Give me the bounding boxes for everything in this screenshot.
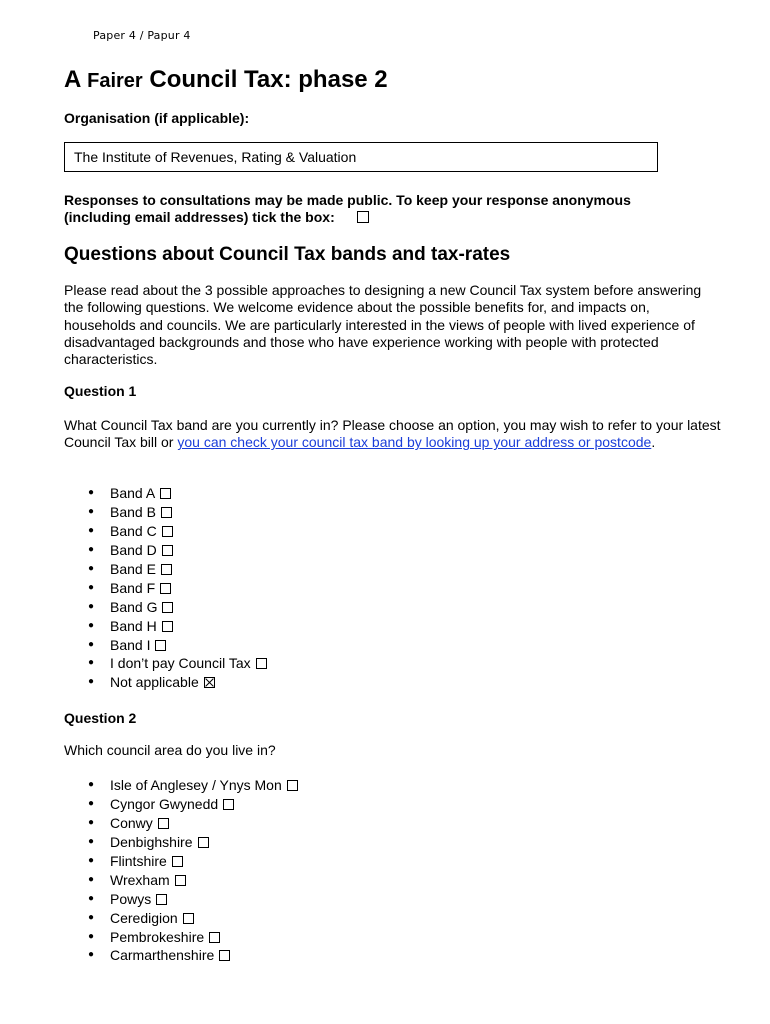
council-tax-band-lookup-link[interactable]: you can check your council tax band by looking up your address or postcode [177,434,652,451]
bullet-icon: ● [88,949,95,961]
council-area-option-checkbox[interactable] [156,894,167,905]
section-intro: Please read about the 3 possible approaches to designing a new Council Tax system before answering the following questions. We welcome evidence about the possible benefits for, and impacts on, households and councils. We are particularly interested in the views of people with lived experience of disadvantaged backgrounds and those who have experience working with people with protected characteristics. [64,282,702,368]
anonymity-checkbox[interactable] [357,211,369,223]
council-area-option [82,890,298,909]
council-area-option-checkbox[interactable] [183,913,194,924]
council-tax-band-option-checkbox[interactable] [155,640,166,651]
bullet-icon: ● [88,892,95,904]
council-tax-band-option [82,560,267,579]
page-title [64,64,388,97]
bullet-icon: ● [88,657,95,669]
council-area-option-label: Powys [110,890,152,907]
council-tax-band-option-label: Band E [110,560,156,577]
bullet-icon: ● [88,524,95,536]
title-part-a: A [64,66,88,93]
council-area-option [82,814,298,833]
council-tax-band-option-label: Band D [110,541,157,558]
council-area-option-label: Carmarthenshire [110,947,215,964]
anonymity-text-line1: Responses to consultations may be made public. To keep your response anonymous [64,192,631,208]
bullet-icon: ● [88,487,95,498]
bullet-icon: ● [88,600,95,612]
bullet-icon: ● [88,638,95,650]
council-area-option-checkbox[interactable] [158,818,169,829]
council-tax-band-option [82,503,267,522]
council-tax-band-option-checkbox[interactable] [161,507,172,518]
council-area-option [82,871,298,890]
council-tax-band-option-checkbox[interactable] [162,545,173,556]
question-1-options [82,484,267,692]
council-area-option [82,852,298,871]
council-tax-band-option-checkbox[interactable] [161,564,172,575]
bullet-icon: ● [88,854,95,866]
bullet-icon: ● [88,581,95,593]
council-tax-band-option-checkbox[interactable] [160,583,171,594]
question-2-text: Which council area do you live in? [64,742,276,758]
council-area-option-label: Conwy [110,814,153,831]
council-area-option-checkbox[interactable] [198,837,209,848]
bullet-icon: ● [88,562,95,574]
council-tax-band-option-label: Band I [110,636,151,653]
bullet-icon: ● [88,816,95,828]
question-2-options [82,776,298,965]
council-tax-band-option [82,673,267,692]
title-part-fairer: Fairer [87,70,143,92]
council-area-option-label: Isle of Anglesey / Ynys Mon [110,777,282,793]
question-2-label: Question 2 [64,710,137,726]
council-tax-band-option-label: Not applicable [110,674,199,691]
section-heading: Questions about Council Tax bands and tax-rates [64,244,511,265]
council-area-option-label: Cyngor Gwynedd [110,795,219,812]
council-tax-band-option-label: Band G [110,598,158,615]
council-area-option [82,776,298,795]
council-tax-band-option-checkbox[interactable] [256,658,267,669]
council-area-option-label: Denbighshire [110,833,193,850]
council-tax-band-option [82,654,267,673]
bullet-icon: ● [88,505,95,517]
anonymity-text-line2: (including email addresses) tick the box: [64,209,335,225]
council-area-option-checkbox[interactable] [287,780,298,791]
council-area-option-label: Pembrokeshire [110,928,205,945]
council-tax-band-option-label: I don’t pay Council Tax [110,655,251,672]
council-tax-band-option-label: Band F [110,579,156,596]
paper-label: Paper 4 / Papur 4 [93,29,191,42]
bullet-icon: ● [88,543,95,555]
council-tax-band-option [82,579,267,598]
council-area-option-checkbox[interactable] [223,799,234,810]
council-area-option [82,833,298,852]
council-area-option-checkbox[interactable] [175,875,186,886]
organisation-label: Organisation (if applicable): [64,110,250,126]
question-1-prompt-end: . [651,434,656,451]
council-area-option-checkbox[interactable] [172,856,183,867]
title-part-rest: Council Tax: phase 2 [142,66,388,93]
bullet-icon: ● [88,797,95,809]
council-tax-band-option-checkbox[interactable] [204,677,215,688]
council-tax-band-option [82,636,267,655]
council-area-option [82,795,298,814]
council-area-option-label: Ceredigion [110,909,178,926]
council-tax-band-option-checkbox[interactable] [160,488,171,499]
bullet-icon: ● [88,835,95,847]
council-tax-band-option [82,541,267,560]
council-tax-band-option-label: Band C [110,522,157,539]
council-tax-band-option-checkbox[interactable] [162,621,173,632]
council-tax-band-option-checkbox[interactable] [162,526,173,537]
bullet-icon: ● [88,676,95,688]
bullet-icon: ● [88,873,95,885]
council-tax-band-option [82,484,267,503]
bullet-icon: ● [88,619,95,631]
council-tax-band-option-checkbox[interactable] [162,602,173,613]
bullet-icon: ● [88,911,95,923]
question-1-prompt: What Council Tax band are you currently in? Please choose an option, you may wish to refer to your latest Council Tax bill or [64,417,721,451]
bullet-icon: ● [88,930,95,942]
council-area-option-label: Wrexham [110,871,170,888]
council-area-option [82,928,298,947]
council-tax-band-option-label: Band A [110,485,156,501]
council-tax-band-option-label: Band B [110,503,156,520]
council-area-option-checkbox[interactable] [219,950,230,961]
council-area-option-checkbox[interactable] [209,932,220,943]
council-area-option-label: Flintshire [110,852,167,869]
council-tax-band-option [82,617,267,636]
council-tax-band-option-label: Band H [110,617,157,634]
question-1-text [64,417,724,452]
anonymity-notice [64,192,724,226]
question-1-label: Question 1 [64,383,137,399]
organisation-field[interactable]: The Institute of Revenues, Rating & Valuation [64,142,658,172]
bullet-icon: ● [88,779,95,790]
council-tax-band-option [82,522,267,541]
council-area-option [82,909,298,928]
council-area-option [82,946,298,965]
council-tax-band-option [82,598,267,617]
